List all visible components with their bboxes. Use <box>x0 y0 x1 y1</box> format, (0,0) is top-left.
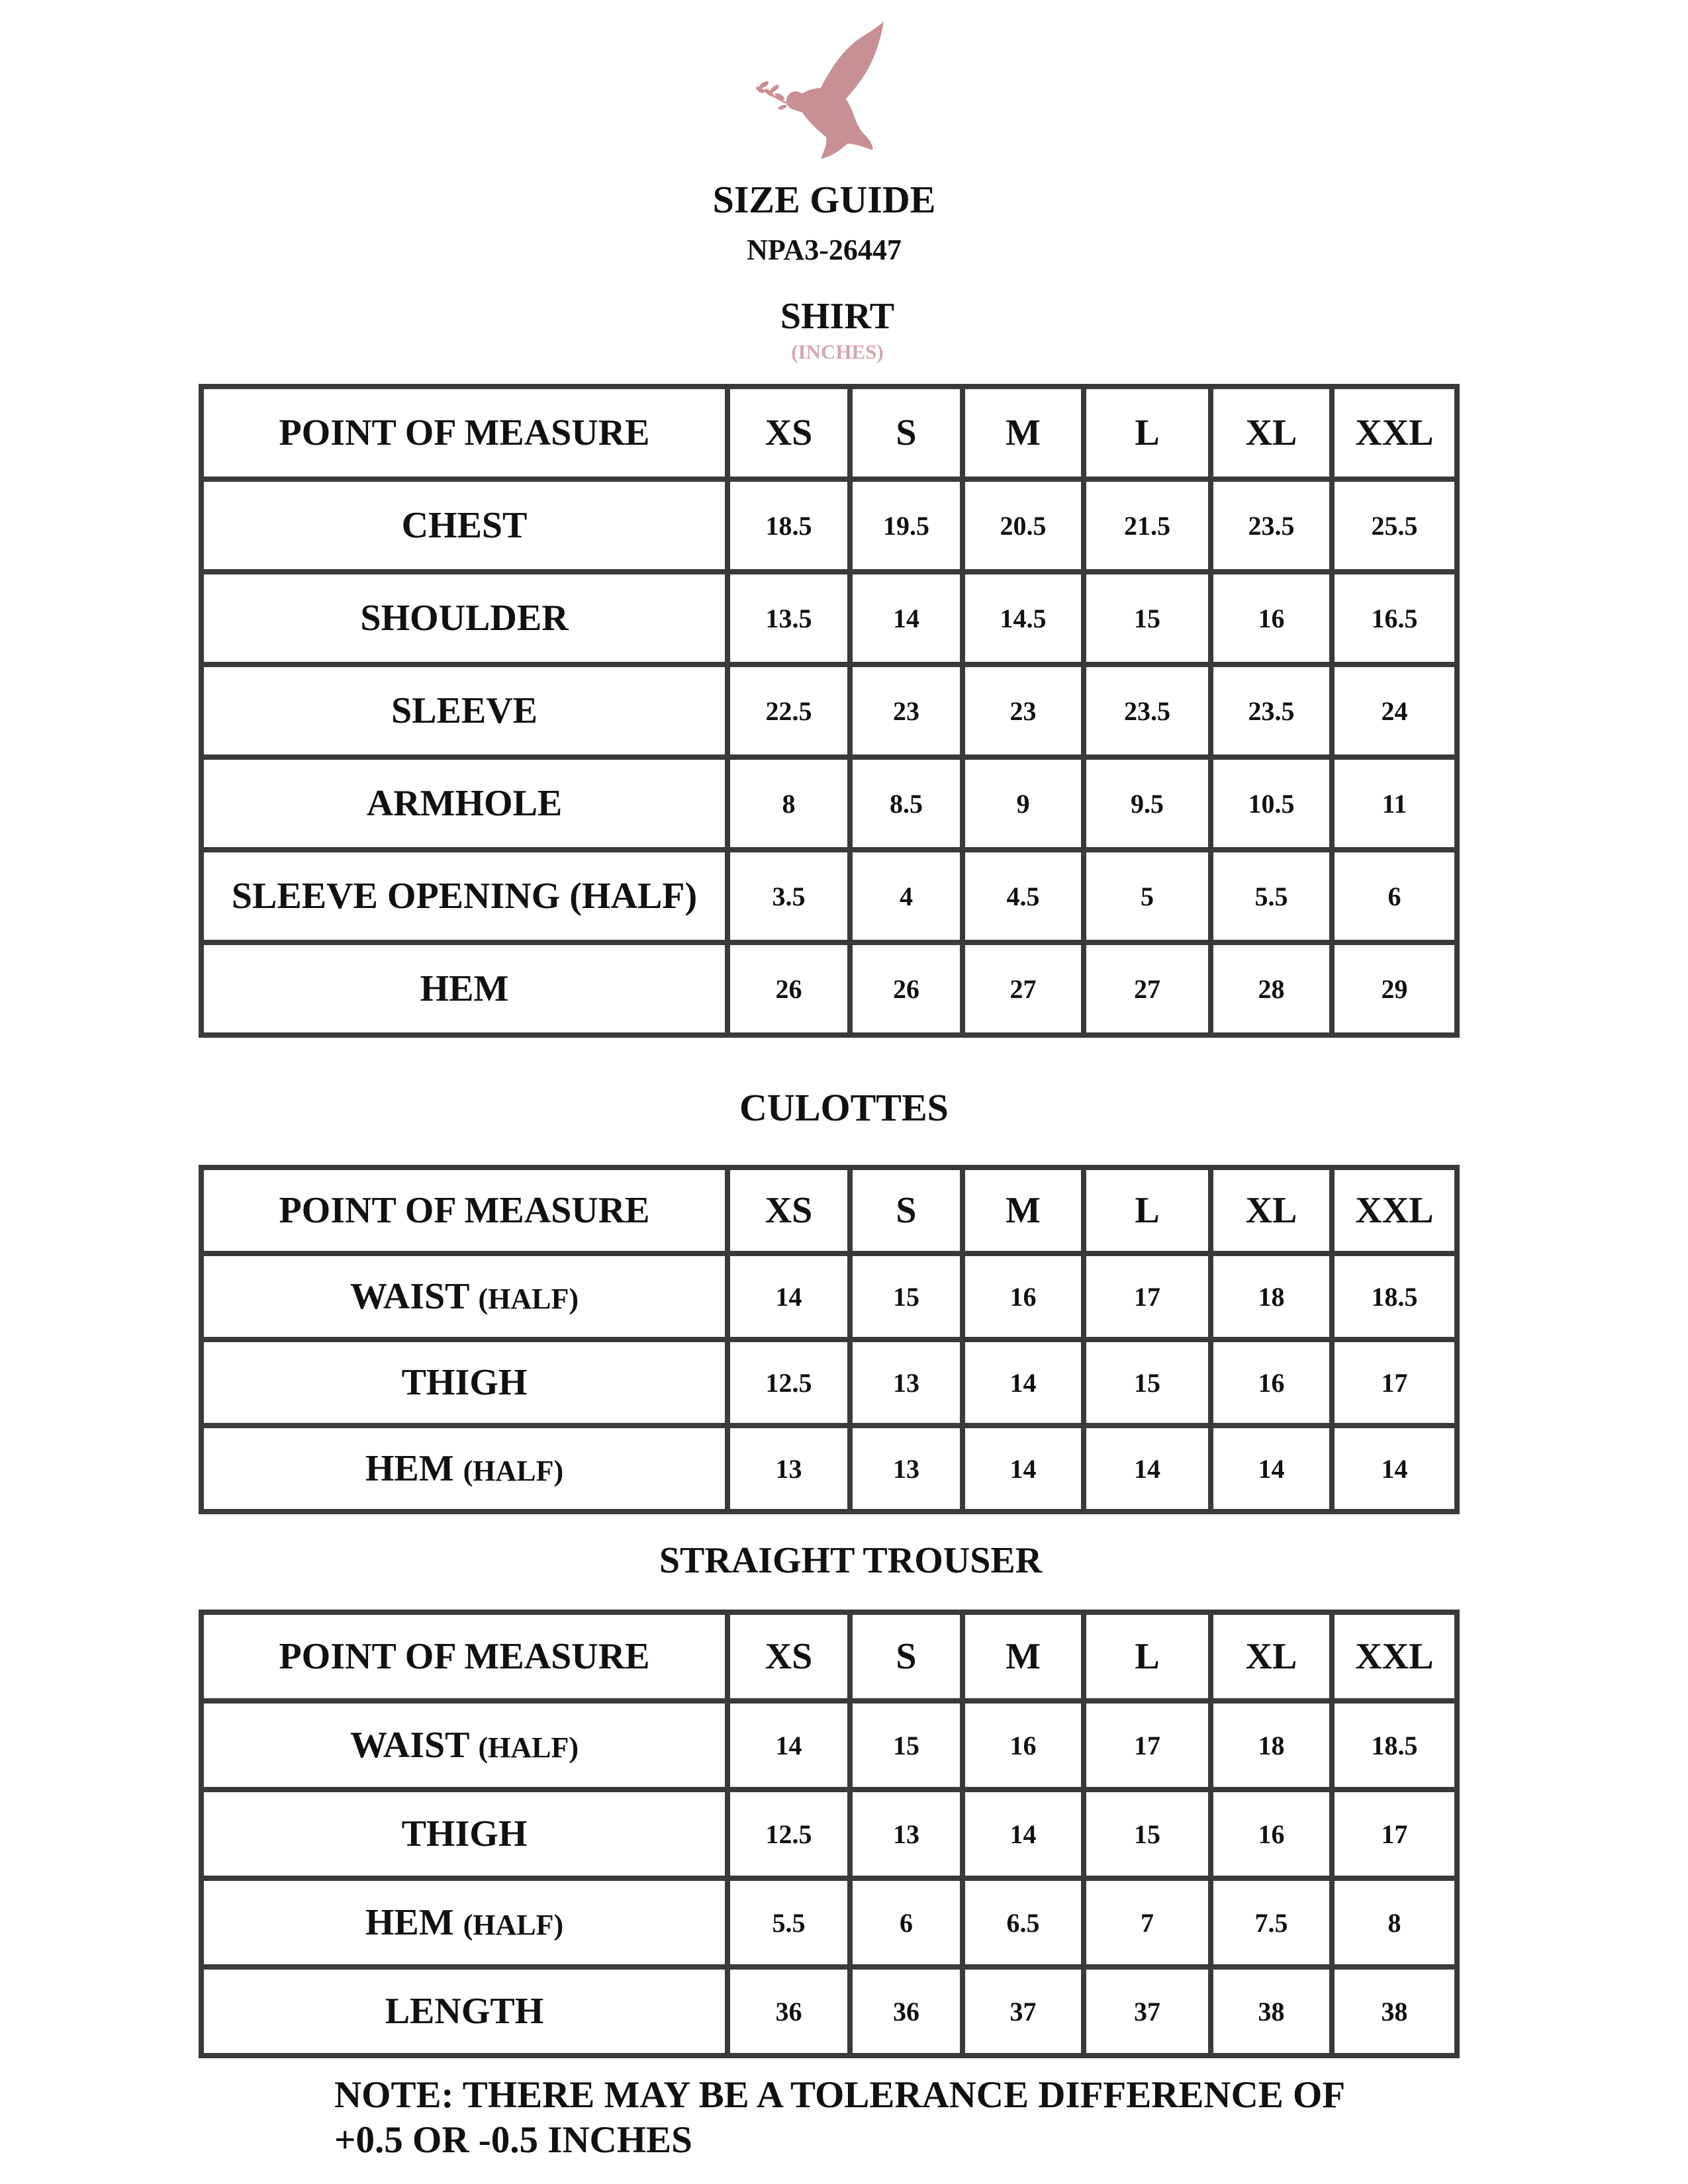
shirt-size-table <box>199 384 1460 1038</box>
unit-label: (INCHES) <box>791 340 884 363</box>
size-value: 16 <box>1211 572 1332 664</box>
table-header-row <box>201 1612 1457 1701</box>
measure-qualifier: (HALF) <box>463 1455 564 1487</box>
size-value: 5.5 <box>1211 850 1332 942</box>
header-cell: L <box>1084 387 1211 479</box>
header-cell: S <box>850 1167 962 1253</box>
header-cell: S <box>850 1612 962 1701</box>
size-value: 8 <box>1332 1878 1457 1967</box>
size-value: 29 <box>1332 942 1457 1035</box>
size-value: 9.5 <box>1084 757 1211 850</box>
header-cell: POINT OF MEASURE <box>201 1612 727 1701</box>
trouser-section-title: STRAIGHT TROUSER <box>659 1540 1043 1581</box>
size-value: 13 <box>850 1340 962 1426</box>
header-cell: L <box>1084 1612 1211 1701</box>
size-value: 18.5 <box>1332 1701 1457 1790</box>
size-value: 13 <box>850 1426 962 1512</box>
size-value: 14.5 <box>962 572 1084 664</box>
size-value: 14 <box>727 1701 850 1790</box>
size-value: 14 <box>962 1340 1084 1426</box>
size-value: 37 <box>1084 1967 1211 2056</box>
note-line: NOTE: THERE MAY BE A TOLERANCE DIFFERENCE OF <box>334 2074 1346 2116</box>
size-value: 4 <box>850 850 962 942</box>
size-value: 14 <box>1332 1426 1457 1512</box>
header-cell: XL <box>1211 1167 1332 1253</box>
measure-label <box>201 1878 727 1967</box>
size-value: 38 <box>1332 1967 1457 2056</box>
size-value: 37 <box>962 1967 1084 2056</box>
measure-name: THIGH <box>401 1813 528 1854</box>
culottes-section-title: CULOTTES <box>739 1086 949 1129</box>
size-value: 16 <box>962 1253 1084 1340</box>
measure-label: SHOULDER <box>201 572 727 664</box>
size-value: 16 <box>1211 1340 1332 1426</box>
table-row <box>201 1253 1457 1340</box>
size-value: 4.5 <box>962 850 1084 942</box>
size-value: 17 <box>1332 1340 1457 1426</box>
size-value: 9 <box>962 757 1084 850</box>
size-value: 24 <box>1332 664 1457 757</box>
table-row <box>201 757 1457 850</box>
table-row <box>201 1790 1457 1878</box>
table-row <box>201 1340 1457 1426</box>
size-value: 15 <box>1084 1790 1211 1878</box>
size-value: 14 <box>1084 1426 1211 1512</box>
size-value: 14 <box>727 1253 850 1340</box>
measure-label <box>201 1790 727 1878</box>
size-value: 7.5 <box>1211 1878 1332 1967</box>
table-row <box>201 664 1457 757</box>
size-value: 8 <box>727 757 850 850</box>
tolerance-note <box>334 2073 1526 2163</box>
size-value: 22.5 <box>727 664 850 757</box>
size-value: 23.5 <box>1211 479 1332 572</box>
dove-logo-icon <box>755 15 887 163</box>
size-value: 3.5 <box>727 850 850 942</box>
size-value: 36 <box>727 1967 850 2056</box>
table-row <box>201 850 1457 942</box>
culottes-size-table <box>199 1165 1460 1514</box>
table-row <box>201 942 1457 1035</box>
header-cell: S <box>850 387 962 479</box>
header-cell: XS <box>727 1612 850 1701</box>
size-value: 20.5 <box>962 479 1084 572</box>
size-value: 27 <box>962 942 1084 1035</box>
size-value: 17 <box>1084 1701 1211 1790</box>
size-value: 23.5 <box>1211 664 1332 757</box>
size-value: 12.5 <box>727 1340 850 1426</box>
measure-name: HEM <box>365 1448 454 1489</box>
size-value: 6.5 <box>962 1878 1084 1967</box>
size-value: 23.5 <box>1084 664 1211 757</box>
size-value: 16 <box>962 1701 1084 1790</box>
size-value: 14 <box>850 572 962 664</box>
size-value: 15 <box>850 1253 962 1340</box>
measure-name: HEM <box>365 1902 454 1943</box>
header-cell: XXL <box>1332 1167 1457 1253</box>
measure-label: SLEEVE OPENING (HALF) <box>201 850 727 942</box>
size-value: 11 <box>1332 757 1457 850</box>
size-value: 23 <box>850 664 962 757</box>
trouser-size-table <box>199 1610 1460 2058</box>
measure-name: LENGTH <box>385 1991 544 2032</box>
table-header-row <box>201 387 1457 479</box>
size-value: 19.5 <box>850 479 962 572</box>
size-value: 18.5 <box>727 479 850 572</box>
page-title: SIZE GUIDE <box>712 178 936 221</box>
measure-name: WAIST <box>350 1276 469 1317</box>
size-value: 10.5 <box>1211 757 1332 850</box>
table-row <box>201 1878 1457 1967</box>
size-value: 6 <box>850 1878 962 1967</box>
size-value: 26 <box>727 942 850 1035</box>
size-value: 15 <box>1084 1340 1211 1426</box>
header-cell: XS <box>727 387 850 479</box>
size-value: 7 <box>1084 1878 1211 1967</box>
size-value: 25.5 <box>1332 479 1457 572</box>
size-value: 17 <box>1084 1253 1211 1340</box>
note-line: +0.5 OR -0.5 INCHES <box>334 2119 692 2161</box>
size-value: 15 <box>1084 572 1211 664</box>
size-value: 27 <box>1084 942 1211 1035</box>
size-value: 38 <box>1211 1967 1332 2056</box>
header-cell: M <box>962 387 1084 479</box>
table-row <box>201 1701 1457 1790</box>
header-cell: M <box>962 1612 1084 1701</box>
size-value: 28 <box>1211 942 1332 1035</box>
size-value: 14 <box>962 1426 1084 1512</box>
size-value: 14 <box>1211 1426 1332 1512</box>
size-value: 13.5 <box>727 572 850 664</box>
header-cell: L <box>1084 1167 1211 1253</box>
table-row <box>201 479 1457 572</box>
measure-label <box>201 1967 727 2056</box>
table-header-row <box>201 1167 1457 1253</box>
size-value: 16.5 <box>1332 572 1457 664</box>
measure-label: HEM <box>201 942 727 1035</box>
size-value: 18.5 <box>1332 1253 1457 1340</box>
table-row <box>201 1426 1457 1512</box>
header-cell: M <box>962 1167 1084 1253</box>
size-value: 16 <box>1211 1790 1332 1878</box>
header-cell: XXL <box>1332 1612 1457 1701</box>
size-value: 23 <box>962 664 1084 757</box>
measure-label <box>201 1701 727 1790</box>
size-value: 6 <box>1332 850 1457 942</box>
size-value: 14 <box>962 1790 1084 1878</box>
measure-name: WAIST <box>350 1725 469 1766</box>
table-row <box>201 1967 1457 2056</box>
header-cell: POINT OF MEASURE <box>201 387 727 479</box>
size-value: 21.5 <box>1084 479 1211 572</box>
size-value: 5 <box>1084 850 1211 942</box>
size-value: 8.5 <box>850 757 962 850</box>
header-cell: XXL <box>1332 387 1457 479</box>
size-value: 15 <box>850 1701 962 1790</box>
measure-qualifier: (HALF) <box>463 1909 564 1941</box>
measure-label <box>201 1340 727 1426</box>
measure-label <box>201 1253 727 1340</box>
size-value: 18 <box>1211 1701 1332 1790</box>
measure-label: CHEST <box>201 479 727 572</box>
size-value: 18 <box>1211 1253 1332 1340</box>
product-code: NPA3-26447 <box>747 234 902 266</box>
header-cell: XL <box>1211 1612 1332 1701</box>
measure-label <box>201 1426 727 1512</box>
header-cell: XS <box>727 1167 850 1253</box>
size-value: 12.5 <box>727 1790 850 1878</box>
measure-label: SLEEVE <box>201 664 727 757</box>
size-value: 26 <box>850 942 962 1035</box>
size-value: 17 <box>1332 1790 1457 1878</box>
size-value: 13 <box>727 1426 850 1512</box>
measure-name: THIGH <box>401 1362 528 1403</box>
size-value: 5.5 <box>727 1878 850 1967</box>
header-cell: POINT OF MEASURE <box>201 1167 727 1253</box>
header-cell: XL <box>1211 387 1332 479</box>
measure-qualifier: (HALF) <box>478 1731 579 1764</box>
measure-qualifier: (HALF) <box>478 1283 579 1315</box>
size-value: 36 <box>850 1967 962 2056</box>
measure-label: ARMHOLE <box>201 757 727 850</box>
shirt-section-title: SHIRT <box>780 296 895 337</box>
size-value: 13 <box>850 1790 962 1878</box>
table-row <box>201 572 1457 664</box>
